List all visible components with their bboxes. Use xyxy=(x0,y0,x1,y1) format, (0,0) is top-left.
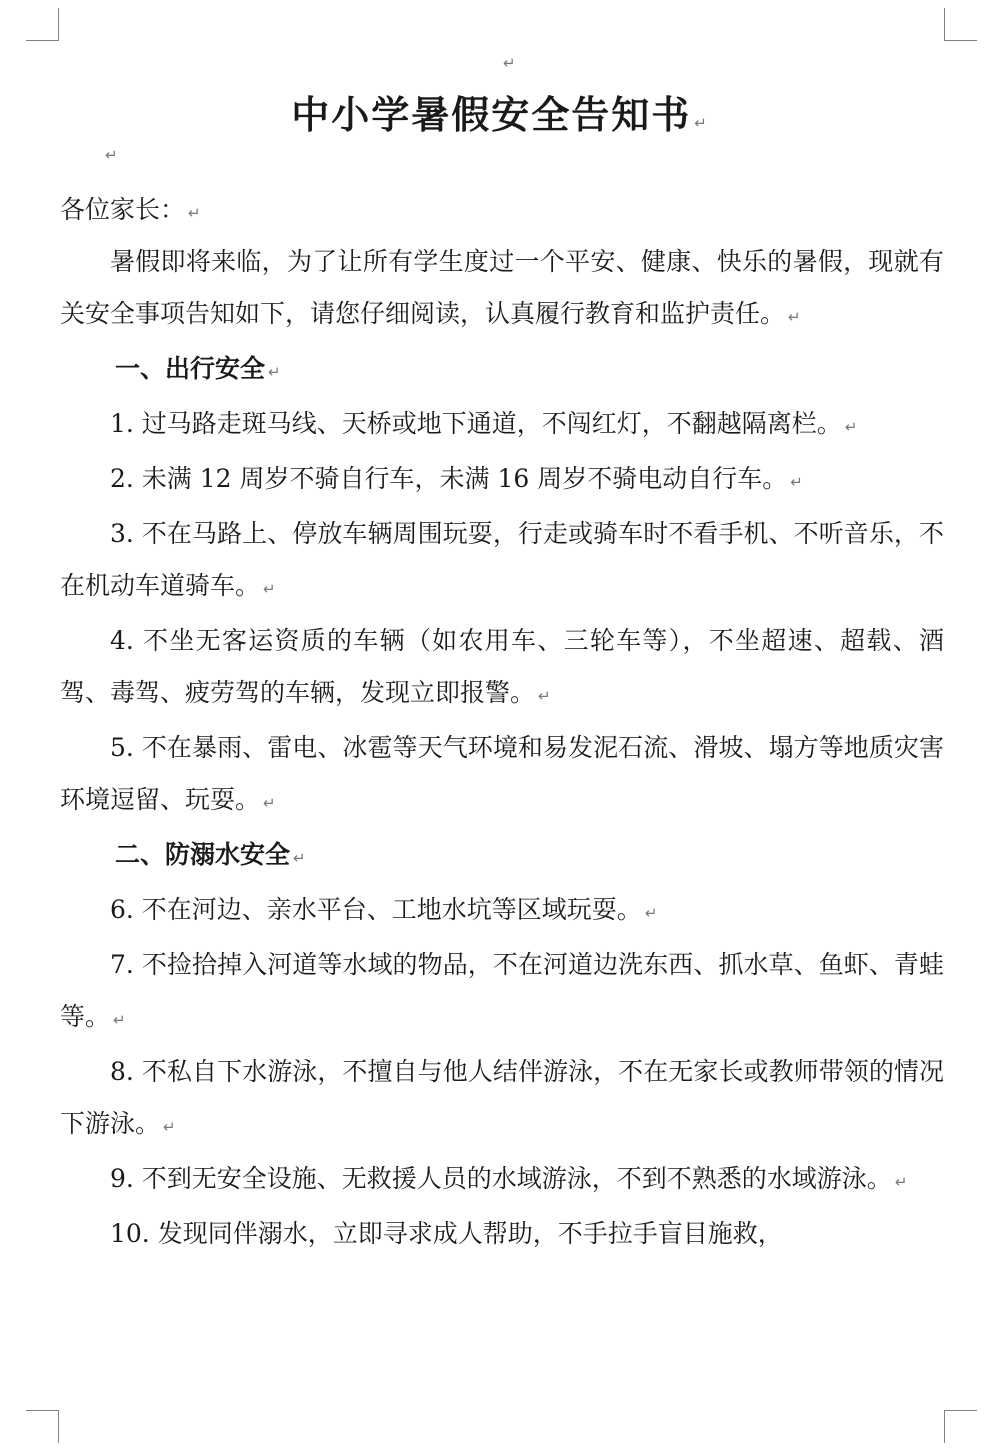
paragraph-mark-icon: ↵ xyxy=(844,418,858,436)
paragraph-mark-icon: ↵ xyxy=(644,904,658,922)
list-item[interactable] xyxy=(60,615,944,722)
paragraph-mark-icon: ↵ xyxy=(263,794,276,812)
paragraph-mark-icon: ↵ xyxy=(694,114,709,132)
list-item[interactable] xyxy=(60,508,944,615)
list-item[interactable] xyxy=(60,398,944,453)
section-heading[interactable] xyxy=(60,343,944,398)
greeting-text: 各位家长： xyxy=(60,195,186,224)
page-corner-mark-bottom-left xyxy=(26,1410,59,1443)
intro-text: 暑假即将来临，为了让所有学生度过一个平安、健康、快乐的暑假，现就有关安全事项告知如下，请您仔细阅读，认真履行教育和监护责任。 xyxy=(60,247,944,328)
list-item-text: 10. 发现同伴溺水，立即寻求成人帮助，不手拉手盲目施救， xyxy=(110,1219,783,1248)
paragraph-mark-icon: ↵ xyxy=(293,849,306,867)
list-item-text: 1. 过马路走斑马线、天桥或地下通道，不闯红灯，不翻越隔离栏。 xyxy=(110,409,842,438)
paragraph-mark-icon: ↵ xyxy=(790,473,803,491)
list-item-text: 8. 不私自下水游泳，不擅自与他人结伴游泳，不在无家长或教师带领的情况下游泳。 xyxy=(60,1057,944,1138)
list-item[interactable] xyxy=(60,939,944,1046)
list-item-text: 7. 不捡拾掉入河道等水域的物品，不在河道边洗东西、抓水草、鱼虾、青蛙等。 xyxy=(60,950,944,1031)
list-item-text: 9. 不到无安全设施、无救援人员的水域游泳，不到不熟悉的水域游泳。 xyxy=(110,1164,892,1193)
document-body[interactable] xyxy=(60,236,944,1260)
list-item[interactable] xyxy=(60,453,944,508)
paragraph-mark-icon: ↵ xyxy=(105,146,118,164)
page-corner-mark-top-right xyxy=(944,8,977,41)
section-heading-text: 二、防溺水安全 xyxy=(115,840,291,869)
list-item-text: 3. 不在马路上、停放车辆周围玩耍，行走或骑车时不看手机、不听音乐，不在机动车道骑车。 xyxy=(60,519,944,600)
list-item[interactable] xyxy=(60,722,944,829)
title-text: 中小学暑假安全告知书 xyxy=(291,93,692,137)
greeting-line[interactable] xyxy=(60,190,201,226)
document-title[interactable] xyxy=(0,84,1000,139)
paragraph-mark-icon: ↵ xyxy=(268,363,281,381)
paragraph-mark-icon: ↵ xyxy=(503,54,516,72)
paragraph-mark-icon: ↵ xyxy=(894,1173,908,1191)
list-item-text: 5. 不在暴雨、雷电、冰雹等天气环境和易发泥石流、滑坡、塌方等地质灾害环境逗留、玩耍。 xyxy=(60,733,944,814)
intro-paragraph[interactable] xyxy=(60,236,944,343)
page-corner-mark-top-left xyxy=(26,8,59,41)
paragraph-mark-icon: ↵ xyxy=(163,1118,176,1136)
section-heading-text: 一、出行安全 xyxy=(115,354,266,383)
list-item[interactable] xyxy=(60,1208,944,1260)
paragraph-mark-icon: ↵ xyxy=(263,580,276,598)
list-item[interactable] xyxy=(60,1046,944,1153)
list-item-text: 2. 未满 12 周岁不骑自行车，未满 16 周岁不骑电动自行车。 xyxy=(110,464,788,493)
paragraph-mark-icon: ↵ xyxy=(113,1011,126,1029)
list-item-text: 6. 不在河边、亲水平台、工地水坑等区域玩耍。 xyxy=(110,895,642,924)
list-item[interactable] xyxy=(60,1153,944,1208)
paragraph-mark-icon: ↵ xyxy=(188,204,201,222)
list-item-text: 4. 不坐无客运资质的车辆（如农用车、三轮车等），不坐超速、超载、酒驾、毒驾、疲劳驾的车辆，发现立即报警。 xyxy=(60,626,944,707)
paragraph-mark-icon: ↵ xyxy=(538,687,551,705)
section-heading[interactable] xyxy=(60,829,944,884)
page-corner-mark-bottom-right xyxy=(944,1410,977,1443)
list-item[interactable] xyxy=(60,884,944,939)
paragraph-mark-icon: ↵ xyxy=(788,308,801,326)
